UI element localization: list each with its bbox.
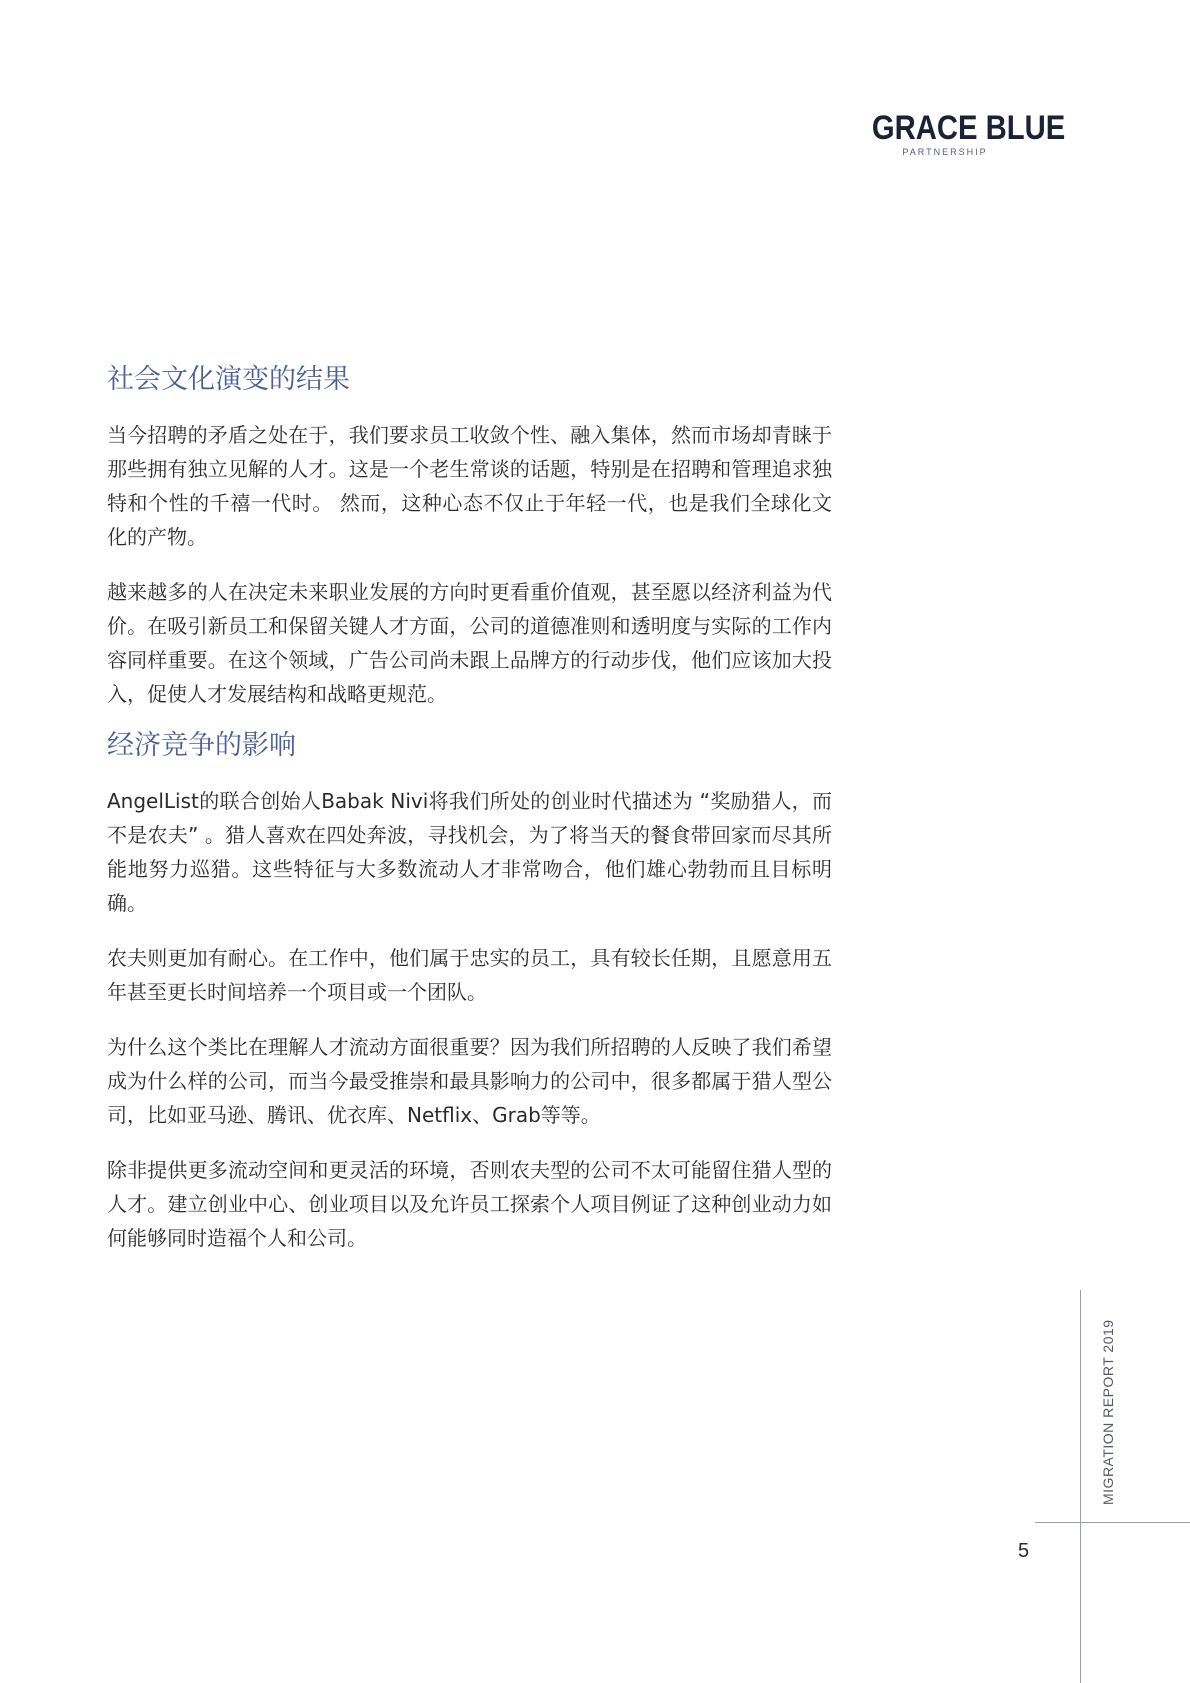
body-paragraph: 当今招聘的矛盾之处在于，我们要求员工收敛个性、融入集体，然而市场却青睐于那些拥有独立见解的人才。这是一个老生常谈的话题，特别是在招聘和管理追求独特和个性的千禧一代时。 然而，这种心态不仅止于年轻一代，也是我们全球化文化的产物。 [107, 423, 832, 549]
brand-logo [860, 109, 1066, 157]
report-side-label: MIGRATION REPORT 2019 [1100, 1319, 1116, 1505]
logo-title: GRACE BLUE [871, 109, 1066, 147]
page-number: 5 [1018, 1540, 1030, 1562]
body-paragraph: 为什么这个类比在理解人才流动方面很重要？因为我们所招聘的人反映了我们希望成为什么样的公司，而当今最受推崇和最具影响力的公司中，很多都属于猎人型公司，比如亚马逊、腾讯、优衣库、Netflix、Grab等等。 [107, 1035, 832, 1127]
horizontal-divider [1035, 1522, 1190, 1523]
logo-subtitle: PARTNERSHIP [902, 147, 988, 157]
section-heading: 社会文化演变的结果 [107, 364, 350, 395]
body-paragraph: AngelList的联合创始人Babak Nivi将我们所处的创业时代描述为 “奖励猎人，而不是农夫” 。猎人喜欢在四处奔波，寻找机会，为了将当天的餐食带回家而尽其所能地努力巡猎。这些特征与大多数流动人才非常吻合，他们雄心勃勃而且目标明确。 [107, 789, 832, 915]
section-heading: 经济竞争的影响 [107, 730, 296, 761]
body-paragraph: 农夫则更加有耐心。在工作中，他们属于忠实的员工，具有较长任期，且愿意用五年甚至更长时间培养一个项目或一个团队。 [107, 946, 832, 1004]
main-content [107, 362, 832, 1276]
body-paragraph: 越来越多的人在决定未来职业发展的方向时更看重价值观，甚至愿以经济利益为代价。在吸引新员工和保留关键人才方面，公司的道德准则和透明度与实际的工作内容同样重要。在这个领域，广告公司尚未跟上品牌方的行动步伐，他们应该加大投入，促使人才发展结构和战略更规范。 [107, 580, 832, 706]
body-paragraph: 除非提供更多流动空间和更灵活的环境，否则农夫型的公司不太可能留住猎人型的人才。建立创业中心、创业项目以及允许员工探索个人项目例证了这种创业动力如何能够同时造福个人和公司。 [107, 1158, 832, 1250]
vertical-divider [1080, 1290, 1081, 1683]
